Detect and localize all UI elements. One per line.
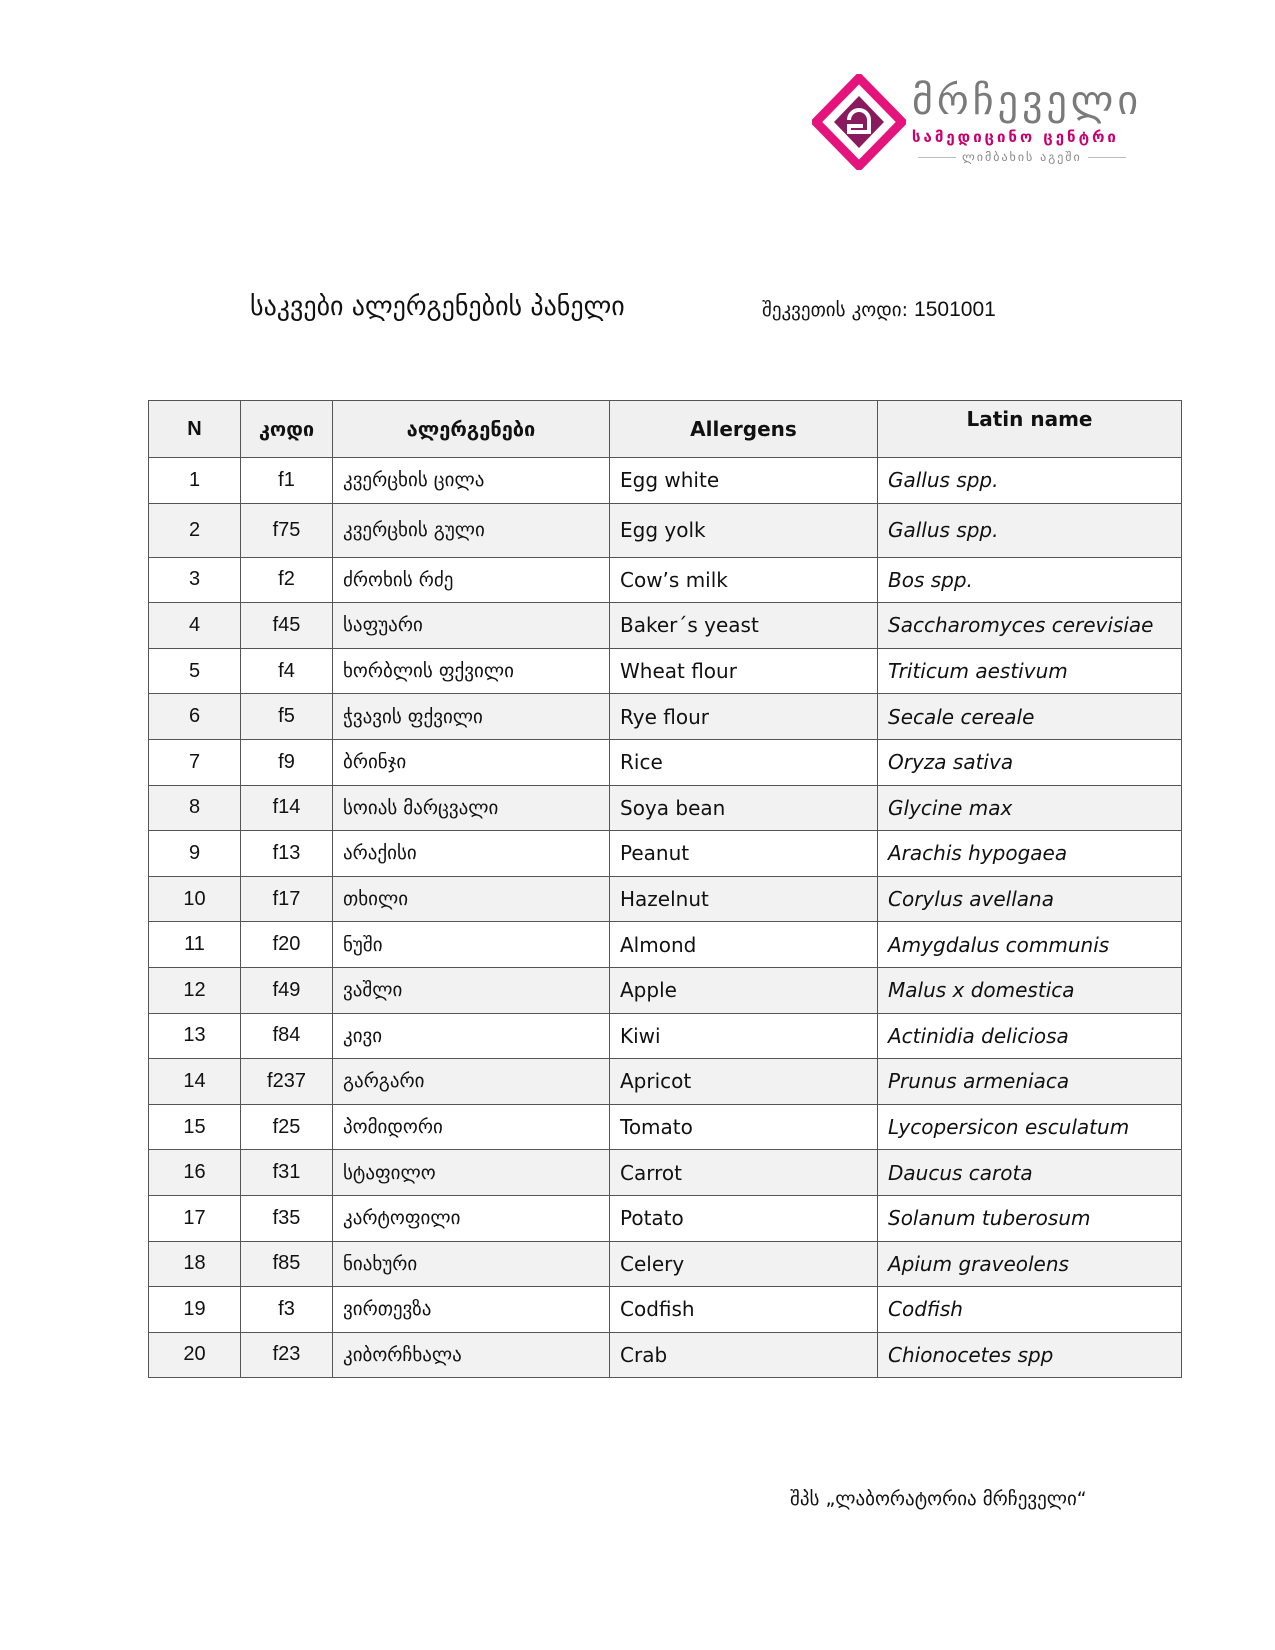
table-row [149,1195,1182,1241]
cell-n: 8 [149,785,241,831]
logo-diamond-icon [812,74,906,170]
column-header-n: N [149,401,241,458]
cell-allergen-ka: გარგარი [333,1059,610,1105]
cell-allergen-ka: კივი [333,1013,610,1059]
cell-allergen-ka: პომიდორი [333,1104,610,1150]
table-row [149,785,1182,831]
cell-n: 18 [149,1241,241,1287]
cell-n: 9 [149,831,241,877]
cell-allergen-ka: არაქისი [333,831,610,877]
cell-allergen-en: Hazelnut [610,876,878,922]
cell-latin-name: Bos spp. [878,557,1182,603]
cell-n: 16 [149,1150,241,1196]
cell-code: f4 [241,648,333,694]
cell-allergen-en: Potato [610,1195,878,1241]
cell-n: 13 [149,1013,241,1059]
cell-allergen-en: Egg yolk [610,503,878,557]
cell-allergen-ka: თხილი [333,876,610,922]
table-row [149,603,1182,649]
table-row [149,922,1182,968]
footer-organization: შპს „ლაბორატორია მრჩეველი“ [790,1488,1087,1510]
order-code [762,298,996,322]
cell-code: f31 [241,1150,333,1196]
cell-allergen-en: Cow’s milk [610,557,878,603]
cell-allergen-ka: სტაფილო [333,1150,610,1196]
table-header-row [149,401,1182,458]
cell-latin-name: Glycine max [878,785,1182,831]
cell-allergen-ka: ჭვავის ფქვილი [333,694,610,740]
cell-code: f5 [241,694,333,740]
cell-n: 11 [149,922,241,968]
cell-latin-name: Oryza sativa [878,739,1182,785]
table-row [149,458,1182,504]
cell-allergen-en: Wheat flour [610,648,878,694]
cell-allergen-en: Kiwi [610,1013,878,1059]
cell-n: 17 [149,1195,241,1241]
column-header-allergens-ka: ალერგენები [333,401,610,458]
table-row [149,503,1182,557]
table-row [149,739,1182,785]
cell-allergen-ka: ვაშლი [333,967,610,1013]
cell-code: f3 [241,1287,333,1333]
table-row [149,557,1182,603]
cell-latin-name: Actinidia deliciosa [878,1013,1182,1059]
cell-latin-name: Chionocetes spp [878,1332,1182,1378]
cell-code: f13 [241,831,333,877]
cell-allergen-ka: ძროხის რძე [333,557,610,603]
table-row [149,648,1182,694]
order-code-label: შეკვეთის კოდი: [762,299,908,321]
column-header-latin: Latin name [878,401,1182,458]
cell-code: f14 [241,785,333,831]
table-row [149,1104,1182,1150]
cell-latin-name: Saccharomyces cerevisiae [878,603,1182,649]
cell-allergen-en: Rice [610,739,878,785]
cell-latin-name: Apium graveolens [878,1241,1182,1287]
cell-code: f2 [241,557,333,603]
cell-latin-name: Lycopersicon esculatum [878,1104,1182,1150]
cell-code: f17 [241,876,333,922]
cell-code: f84 [241,1013,333,1059]
table-row [149,1013,1182,1059]
cell-n: 5 [149,648,241,694]
cell-code: f23 [241,1332,333,1378]
cell-n: 14 [149,1059,241,1105]
cell-n: 3 [149,557,241,603]
table-row [149,876,1182,922]
table-row [149,1332,1182,1378]
cell-allergen-en: Soya bean [610,785,878,831]
clinic-logo [812,74,1143,170]
cell-code: f35 [241,1195,333,1241]
cell-allergen-en: Egg white [610,458,878,504]
cell-allergen-en: Codfish [610,1287,878,1333]
table-row [149,831,1182,877]
logo-title: მრჩეველი [912,78,1143,124]
cell-allergen-ka: კვერცხის გული [333,503,610,557]
panel-title: საკვები ალერგენების პანელი [250,292,625,322]
table-row [149,1150,1182,1196]
cell-code: f9 [241,739,333,785]
cell-n: 15 [149,1104,241,1150]
cell-allergen-en: Celery [610,1241,878,1287]
cell-allergen-en: Rye flour [610,694,878,740]
table-row [149,1059,1182,1105]
table-row [149,1287,1182,1333]
cell-code: f45 [241,603,333,649]
allergen-table [148,400,1182,1378]
column-header-code: კოდი [241,401,333,458]
cell-allergen-en: Peanut [610,831,878,877]
table-row [149,967,1182,1013]
cell-latin-name: Gallus spp. [878,458,1182,504]
cell-latin-name: Daucus carota [878,1150,1182,1196]
cell-allergen-en: Apricot [610,1059,878,1105]
cell-code: f20 [241,922,333,968]
cell-allergen-en: Almond [610,922,878,968]
cell-allergen-en: Baker´s yeast [610,603,878,649]
cell-allergen-ka: ნიახური [333,1241,610,1287]
logo-subtitle: სამედიცინო ცენტრი [912,128,1119,146]
cell-allergen-ka: კვერცხის ცილა [333,458,610,504]
order-code-value: 1501001 [914,298,996,321]
cell-allergen-ka: ბრინჯი [333,739,610,785]
cell-allergen-ka: ხორბლის ფქვილი [333,648,610,694]
cell-n: 1 [149,458,241,504]
cell-code: f49 [241,967,333,1013]
cell-latin-name: Gallus spp. [878,503,1182,557]
cell-allergen-en: Carrot [610,1150,878,1196]
table-row [149,1241,1182,1287]
cell-n: 6 [149,694,241,740]
column-header-allergens-en: Allergens [610,401,878,458]
cell-allergen-ka: ნუში [333,922,610,968]
cell-code: f85 [241,1241,333,1287]
cell-allergen-ka: კიბორჩხალა [333,1332,610,1378]
cell-n: 19 [149,1287,241,1333]
cell-latin-name: Arachis hypogaea [878,831,1182,877]
cell-latin-name: Solanum tuberosum [878,1195,1182,1241]
cell-n: 7 [149,739,241,785]
cell-latin-name: Secale cereale [878,694,1182,740]
cell-n: 2 [149,503,241,557]
cell-latin-name: Codfish [878,1287,1182,1333]
cell-allergen-ka: კარტოფილი [333,1195,610,1241]
cell-allergen-en: Tomato [610,1104,878,1150]
logo-tagline [912,150,1128,164]
cell-allergen-ka: ვირთევზა [333,1287,610,1333]
cell-allergen-ka: საფუარი [333,603,610,649]
cell-n: 12 [149,967,241,1013]
cell-allergen-en: Apple [610,967,878,1013]
cell-latin-name: Amygdalus communis [878,922,1182,968]
cell-latin-name: Triticum aestivum [878,648,1182,694]
cell-allergen-en: Crab [610,1332,878,1378]
cell-latin-name: Malus x domestica [878,967,1182,1013]
cell-code: f25 [241,1104,333,1150]
cell-latin-name: Prunus armeniaca [878,1059,1182,1105]
cell-n: 10 [149,876,241,922]
cell-allergen-ka: სოიას მარცვალი [333,785,610,831]
cell-n: 4 [149,603,241,649]
logo-tagline-text: ლიმბახის აგეში [962,150,1082,164]
cell-n: 20 [149,1332,241,1378]
table-row [149,694,1182,740]
cell-code: f237 [241,1059,333,1105]
cell-code: f75 [241,503,333,557]
table-body [149,458,1182,1378]
cell-latin-name: Corylus avellana [878,876,1182,922]
cell-code: f1 [241,458,333,504]
